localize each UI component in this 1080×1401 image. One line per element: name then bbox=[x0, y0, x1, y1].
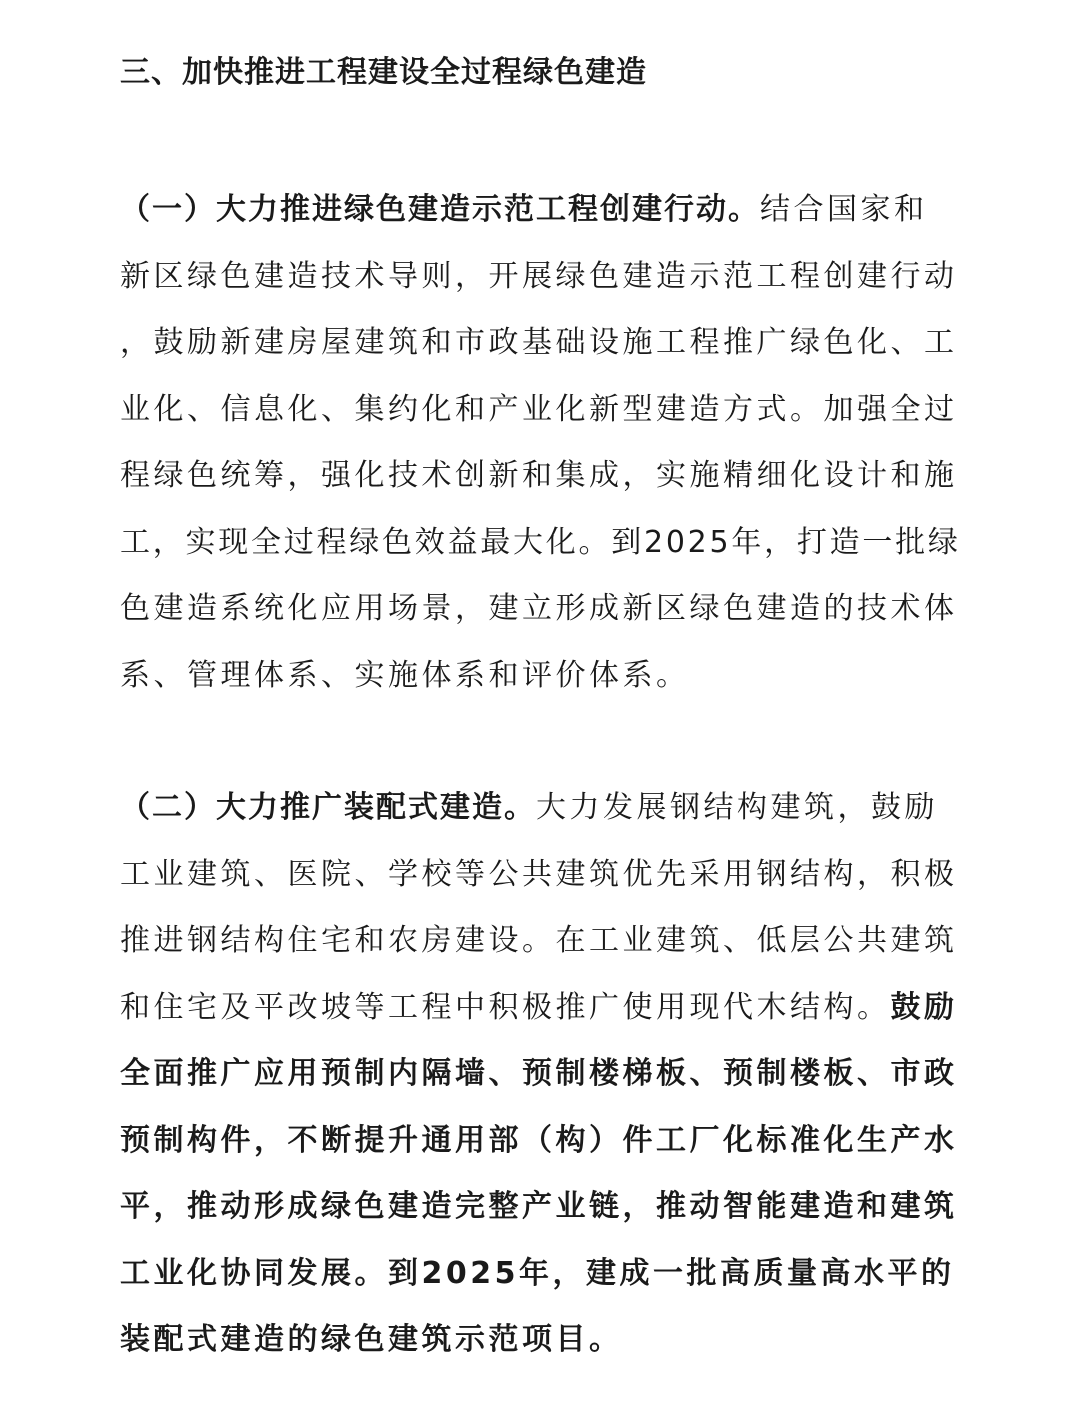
paragraph-heading: （二）大力推广装配式建造。 bbox=[120, 790, 536, 825]
paragraph-line: 新区绿色建造技术导则，开展绿色建造示范工程创建行动 bbox=[120, 258, 958, 294]
paragraph-line bbox=[120, 177, 960, 244]
paragraph-line: 程绿色统筹，强化技术创新和集成，实施精细化设计和施 bbox=[120, 458, 958, 493]
paragraph-line: 推进钢结构住宅和农房建设。在工业建筑、低层公共建筑 bbox=[120, 923, 958, 958]
section-title: 三、加快推进工程建设全过程绿色建造 bbox=[120, 55, 647, 90]
emphasis-text: 鼓励 bbox=[890, 989, 958, 1025]
paragraph-heading: （一）大力推进绿色建造示范工程创建行动。 bbox=[120, 192, 760, 227]
paragraph-prefab-construction bbox=[120, 775, 960, 1374]
paragraph-line: 色建造系统化应用场景，建立形成新区绿色建造的技术体 bbox=[120, 591, 958, 626]
emphasis-line: 装配式建造的绿色建筑示范项目。 bbox=[120, 1322, 623, 1357]
paragraph-text: 和住宅及平改坡等工程中积极推广使用现代木结构。 bbox=[120, 989, 891, 1025]
paragraph-text: 大力发展钢结构建筑，鼓励 bbox=[536, 790, 938, 825]
paragraph-line bbox=[120, 975, 960, 1042]
paragraph-line: 业化、信息化、集约化和产业化新型建造方式。加强全过 bbox=[120, 391, 958, 427]
emphasis-line: 平，推动形成绿色建造完整产业链，推动智能建造和建筑 bbox=[120, 1189, 958, 1224]
paragraph-line: 工，实现全过程绿色效益最大化。到2025年，打造一批绿 bbox=[120, 524, 961, 560]
paragraph-line bbox=[120, 775, 960, 842]
emphasis-line: 预制构件，不断提升通用部（构）件工厂化标准化生产水 bbox=[120, 1122, 958, 1158]
paragraph-line: 系、管理体系、实施体系和评价体系。 bbox=[120, 657, 690, 693]
paragraph-line: 工业建筑、医院、学校等公共建筑优先采用钢结构，积极 bbox=[120, 856, 958, 892]
paragraph-green-construction-demo bbox=[120, 177, 960, 709]
emphasis-line: 全面推广应用预制内隔墙、预制楼梯板、预制楼板、市政 bbox=[120, 1056, 958, 1091]
paragraph-text: 结合国家和 bbox=[760, 192, 928, 227]
emphasis-line: 工业化协同发展。到2025年，建成一批高质量高水平的 bbox=[120, 1255, 955, 1291]
paragraph-line: ，鼓励新建房屋建筑和市政基础设施工程推广绿色化、工 bbox=[120, 325, 958, 360]
